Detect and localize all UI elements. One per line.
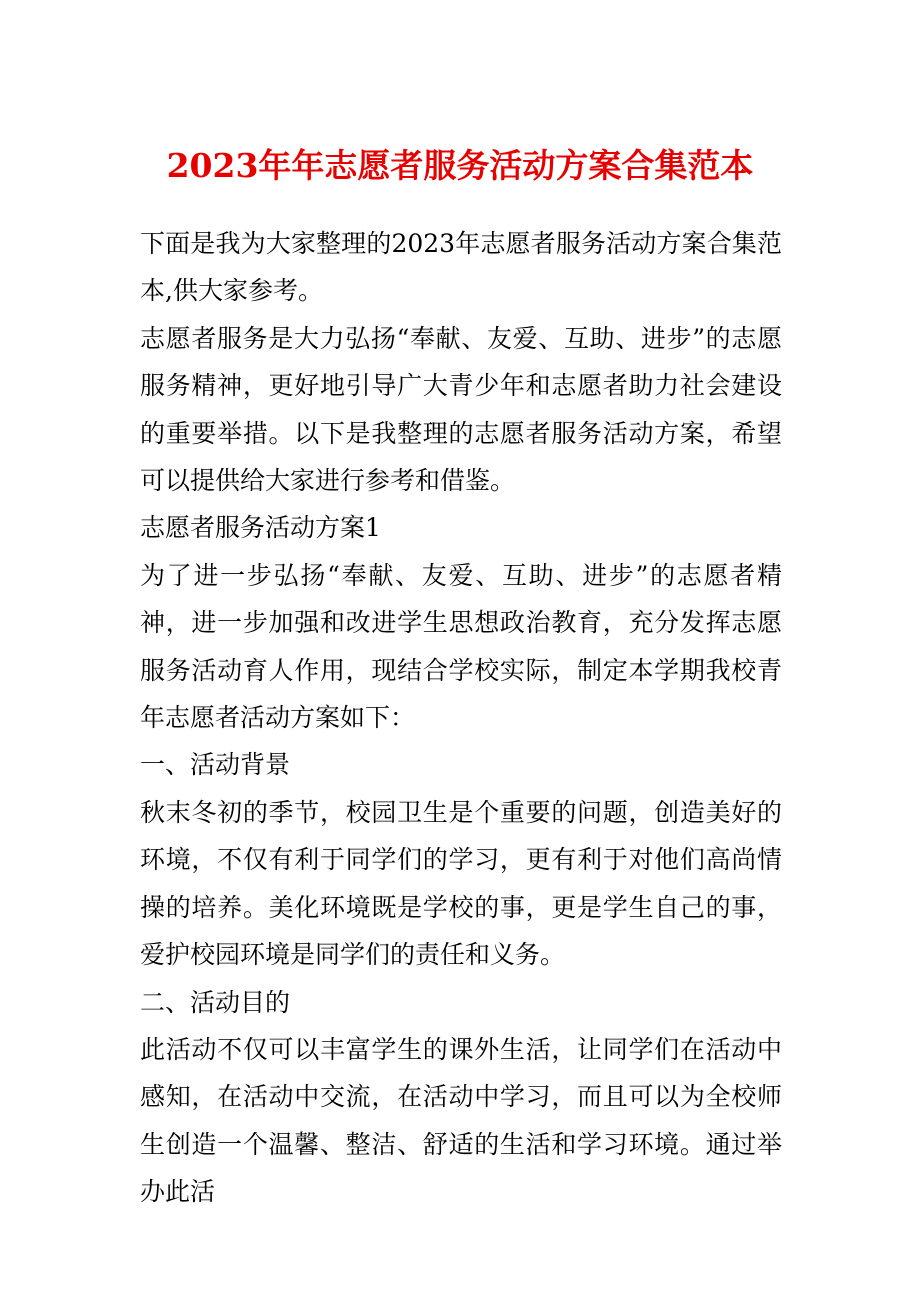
purpose-paragraph: 此活动不仅可以丰富学生的课外生活，让同学们在活动中感知，在活动中交流，在活动中学习，而且可以为全校师生创造一个温馨、整洁、舒适的生活和学习环境。通过举办此活 <box>140 1034 782 1207</box>
document-body <box>140 220 782 1216</box>
plan-intro-paragraph: 为了进一步弘扬“奉献、友爱、互助、进步”的志愿者精神，进一步加强和改进学生思想政治教育，充分发挥志愿服务活动育人作用，现结合学校实际，制定本学期我校青年志愿者活动方案如下： <box>140 560 782 733</box>
intro-paragraph: 下面是我为大家整理的2023年志愿者服务活动方案合集范本,供大家参考。 <box>140 229 782 306</box>
background-paragraph: 秋末冬初的季节，校园卫生是个重要的问题，创造美好的环境，不仅有利于同学们的学习，更有利于对他们高尚情操的培养。美化环境既是学校的事，更是学生自己的事，爱护校园环境是同学们的责任和义务。 <box>140 797 782 970</box>
section-heading-plan-1: 志愿者服务活动方案1 <box>140 513 381 543</box>
document-title: 2023年年志愿者服务活动方案合集范本 <box>166 146 754 185</box>
section-heading-background: 一、活动背景 <box>140 750 291 780</box>
section-heading-purpose: 二、活动目的 <box>140 987 291 1017</box>
overview-paragraph: 志愿者服务是大力弘扬“奉献、友爱、互助、进步”的志愿服务精神，更好地引导广大青少年和志愿者助力社会建设的重要举措。以下是我整理的志愿者服务活动方案，希望可以提供给大家进行参考和借鉴。 <box>140 323 782 496</box>
